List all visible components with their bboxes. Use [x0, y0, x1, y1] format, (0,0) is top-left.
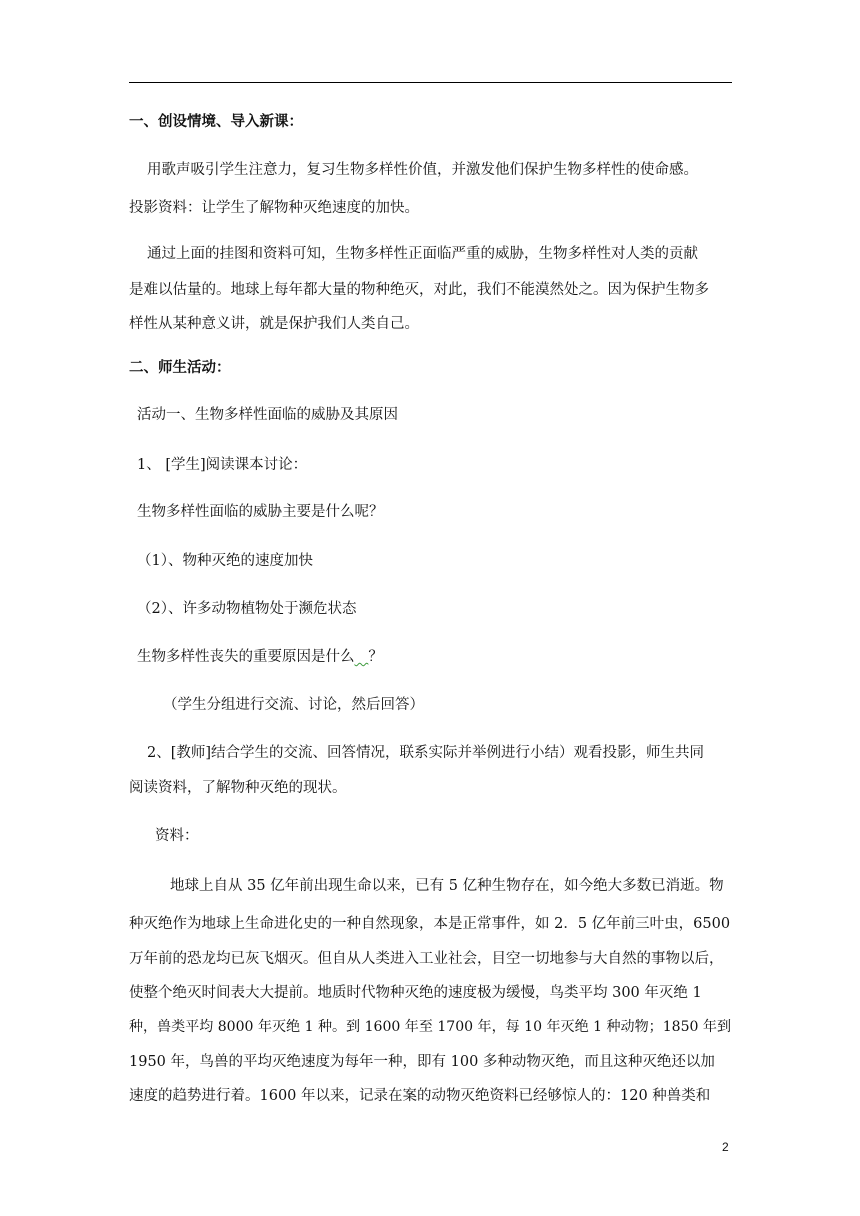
- material-line-6: 1950 年，鸟兽的平均灭绝速度为每年一种，即有 100 多种动物灭绝，而且这种灭绝还以加: [129, 1054, 715, 1070]
- question-2: [137, 647, 383, 667]
- material-line-3: 万年前的恐龙均已灰飞烟灭。但自从人类进入工业社会，目空一切地参与大自然的事物以后，: [129, 951, 724, 967]
- material-label: 资料：: [155, 828, 199, 844]
- paragraph-2-line-2: 是难以估量的。地球上每年都大量的物种绝灭，对此，我们不能漠然处之。因为保护生物多: [129, 282, 709, 298]
- paragraph-2-line-3: 样性从某种意义讲，就是保护我们人类自己。: [129, 316, 419, 332]
- material-line-7: 速度的趋势进行着。1600 年以来，记录在案的动物灭绝资料已经够惊人的：120 种兽类和: [129, 1088, 711, 1104]
- question-1: 生物多样性面临的威胁主要是什么呢？: [137, 504, 384, 520]
- answer-2: （2）、许多动物植物处于濒危状态: [137, 601, 357, 617]
- paragraph-1-line-2: 投影资料：让学生了解物种灭绝速度的加快。: [129, 200, 419, 216]
- list-item-1: 1、 [学生]阅读课本讨论：: [137, 457, 308, 473]
- question-2-text: 生物多样性丧失的重要原因是什么: [137, 649, 355, 665]
- discussion-note: （学生分组进行交流、讨论，然后回答）: [163, 697, 424, 713]
- answer-1: （1）、物种灭绝的速度加快: [137, 553, 313, 569]
- question-2-mark: ？: [368, 649, 383, 665]
- material-line-1: 地球上自从 35 亿年前出现生命以来，已有 5 亿种生物存在，如今绝大多数已消逝。物: [170, 878, 724, 894]
- material-line-5: 种，兽类平均 8000 年灭绝 1 种。到 1600 年至 1700 年，每 10 年灭绝 1 种动物；1850 年到: [129, 1019, 732, 1035]
- paragraph-2-line-1: 通过上面的挂图和资料可知，生物多样性正面临严重的威胁，生物多样性对人类的贡献: [147, 246, 698, 262]
- list-item-2-line-1: 2、[教师]结合学生的交流、回答情况，联系实际并举例进行小结）观看投影，师生共同: [147, 745, 705, 761]
- activity-title: 活动一、生物多样性面临的威胁及其原因: [137, 407, 398, 423]
- material-line-2: 种灭绝作为地球上生命进化史的一种自然现象，本是正常事件，如 2．5 亿年前三叶虫，6500: [129, 916, 731, 932]
- material-line-4: 使整个绝灭时间表大大提前。地质时代物种灭绝的速度极为缓慢，鸟类平均 300 年灭绝 1: [129, 985, 702, 1001]
- paragraph-1-line-1: 用歌声吸引学生注意力，复习生物多样性价值，并激发他们保护生物多样性的使命感。: [147, 162, 698, 178]
- header-rule: [129, 82, 732, 83]
- section-heading-2: 二、师生活动：: [129, 359, 231, 376]
- page-number: 2: [722, 1140, 729, 1154]
- section-heading-1: 一、创设情境、导入新课：: [129, 113, 303, 130]
- list-item-2-line-2: 阅读资料，了解物种灭绝的现状。: [129, 780, 347, 796]
- grammar-mark: [355, 649, 369, 665]
